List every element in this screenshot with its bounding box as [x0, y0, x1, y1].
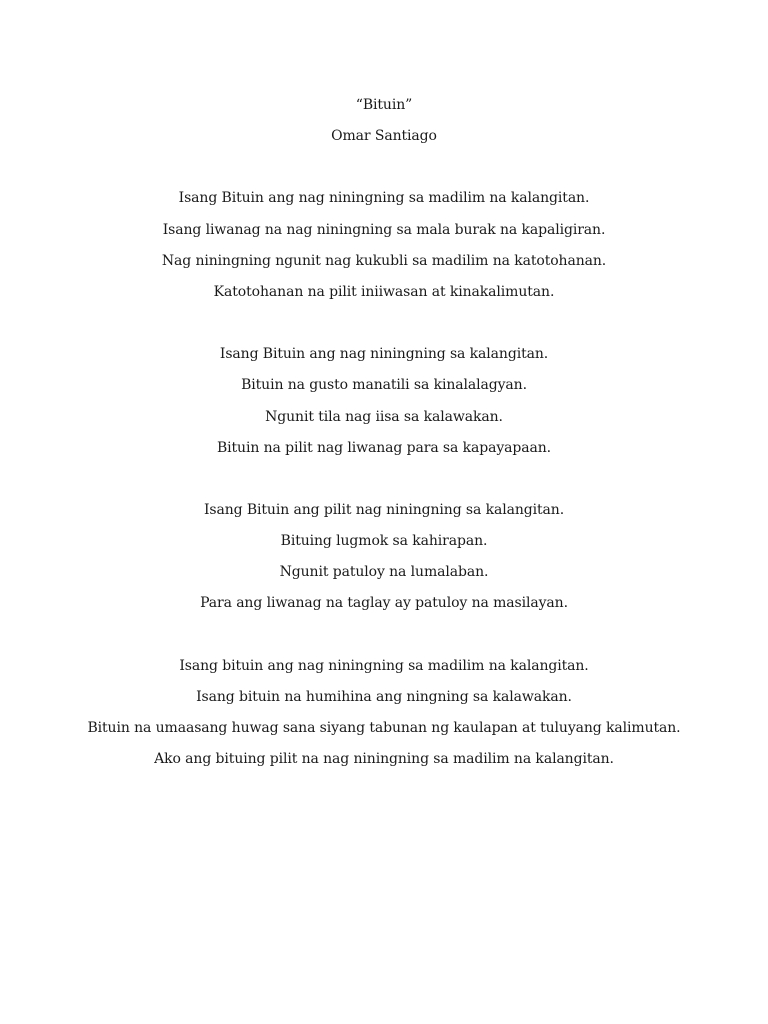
stanza-spacer — [0, 154, 768, 185]
poem — [0, 92, 768, 777]
poem-title: “Bituin” — [355, 97, 413, 113]
poem-line: Isang bituin na humihina ang ningning sa kalawakan. — [196, 688, 572, 705]
stanza-3 — [0, 497, 768, 622]
poem-line: Para ang liwanag na taglay ay patuloy na masilayan. — [200, 595, 568, 612]
stanza-spacer — [0, 310, 768, 341]
poem-author: Omar Santiago — [331, 128, 437, 145]
poem-line: Isang Bituin ang nag niningning sa madilim na kalangitan. — [178, 190, 590, 207]
poem-line: Ako ang bituing pilit na nag niningning sa madilim na kalangitan. — [154, 751, 614, 768]
stanza-2 — [0, 341, 768, 466]
stanza-1 — [0, 185, 768, 310]
poem-line: Bituin na pilit nag liwanag para sa kapayapaan. — [216, 439, 552, 456]
poem-line: Nag niningning ngunit nag kukubli sa madilim na katotohanan. — [161, 252, 607, 269]
stanza-spacer — [0, 622, 768, 653]
poem-line: Isang liwanag na nag niningning sa mala burak na kapaligiran. — [162, 221, 606, 238]
poem-line: Ngunit patuloy na lumalaban. — [279, 564, 489, 581]
poem-line: Isang bituin ang nag niningning sa madilim na kalangitan. — [179, 657, 589, 674]
stanza-spacer — [0, 466, 768, 497]
poem-line: Ngunit tila nag iisa sa kalawakan. — [265, 408, 503, 425]
stanza-4 — [0, 653, 768, 778]
poem-line: Bituing lugmok sa kahirapan. — [280, 533, 488, 550]
poem-line: Katotohanan na pilit iniiwasan at kinakalimutan. — [213, 283, 555, 300]
poem-line: Bituin na umaasang huwag sana siyang tabunan ng kaulapan at tuluyang kalimutan. — [87, 720, 681, 736]
poem-line: Isang Bituin ang pilit nag niningning sa kalangitan. — [203, 501, 565, 518]
poem-line: Isang Bituin ang nag niningning sa kalangitan. — [219, 346, 549, 363]
poem-line: Bituin na gusto manatili sa kinalalagyan. — [241, 377, 527, 394]
